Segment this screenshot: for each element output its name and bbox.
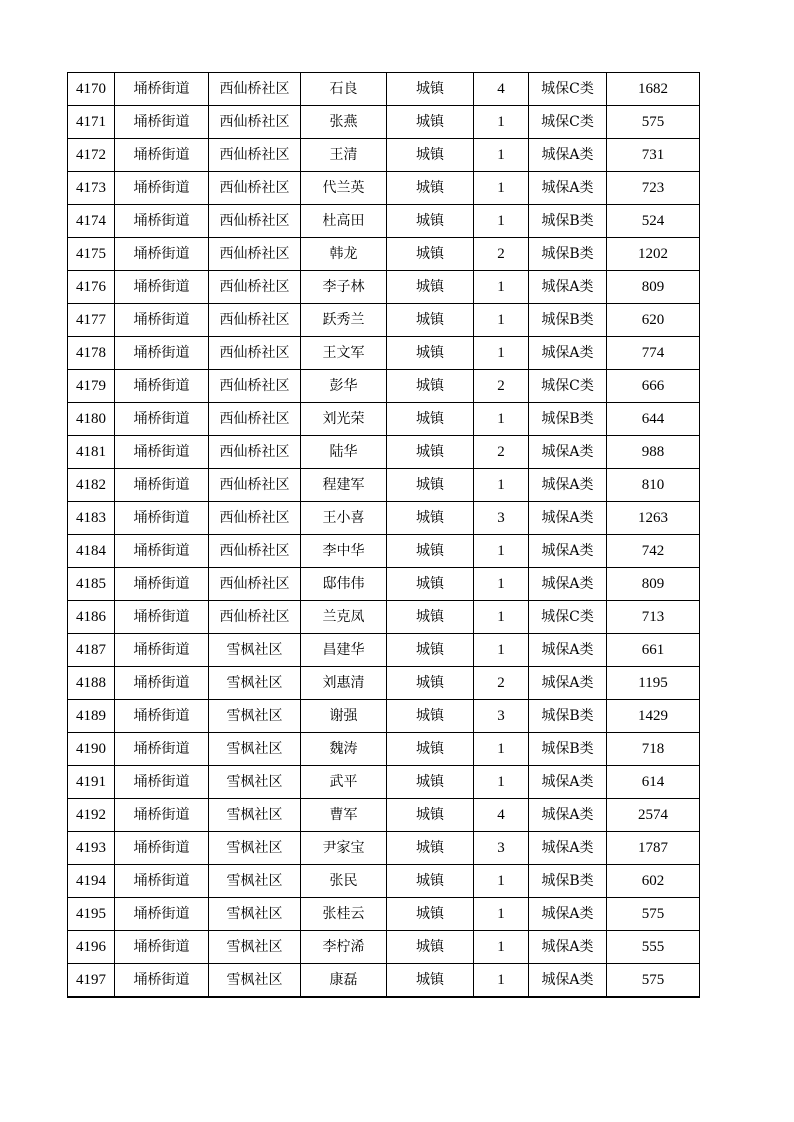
table-row [68, 700, 700, 733]
household-count-cell: 1 [474, 931, 529, 964]
row-number-cell: 4182 [68, 469, 115, 502]
household-count-cell: 1 [474, 766, 529, 799]
name-cell: 彭华 [301, 370, 387, 403]
name-cell: 张桂云 [301, 898, 387, 931]
row-number-cell: 4188 [68, 667, 115, 700]
name-cell: 杜高田 [301, 205, 387, 238]
area-type-cell: 城镇 [387, 766, 474, 799]
household-count-cell: 2 [474, 238, 529, 271]
area-type-cell: 城镇 [387, 733, 474, 766]
community-cell: 西仙桥社区 [209, 238, 301, 271]
name-cell: 王清 [301, 139, 387, 172]
amount-cell: 620 [607, 304, 700, 337]
row-number-cell: 4175 [68, 238, 115, 271]
row-number-cell: 4190 [68, 733, 115, 766]
amount-cell: 614 [607, 766, 700, 799]
category-cell: 城保B类 [529, 700, 607, 733]
name-cell: 昌建华 [301, 634, 387, 667]
data-table [67, 72, 700, 998]
area-type-cell: 城镇 [387, 700, 474, 733]
street-cell: 埇桥街道 [115, 73, 209, 106]
amount-cell: 575 [607, 106, 700, 139]
table-row [68, 667, 700, 700]
street-cell: 埇桥街道 [115, 964, 209, 998]
community-cell: 雪枫社区 [209, 634, 301, 667]
household-count-cell: 1 [474, 304, 529, 337]
row-number-cell: 4170 [68, 73, 115, 106]
area-type-cell: 城镇 [387, 601, 474, 634]
amount-cell: 555 [607, 931, 700, 964]
name-cell: 谢强 [301, 700, 387, 733]
street-cell: 埇桥街道 [115, 139, 209, 172]
row-number-cell: 4172 [68, 139, 115, 172]
table-body [68, 73, 700, 998]
category-cell: 城保A类 [529, 568, 607, 601]
category-cell: 城保A类 [529, 436, 607, 469]
community-cell: 西仙桥社区 [209, 139, 301, 172]
street-cell: 埇桥街道 [115, 502, 209, 535]
household-count-cell: 1 [474, 964, 529, 998]
row-number-cell: 4186 [68, 601, 115, 634]
row-number-cell: 4195 [68, 898, 115, 931]
amount-cell: 602 [607, 865, 700, 898]
household-count-cell: 3 [474, 700, 529, 733]
name-cell: 李子林 [301, 271, 387, 304]
row-number-cell: 4181 [68, 436, 115, 469]
community-cell: 雪枫社区 [209, 667, 301, 700]
amount-cell: 1195 [607, 667, 700, 700]
area-type-cell: 城镇 [387, 403, 474, 436]
amount-cell: 575 [607, 898, 700, 931]
amount-cell: 524 [607, 205, 700, 238]
street-cell: 埇桥街道 [115, 304, 209, 337]
table-row [68, 535, 700, 568]
street-cell: 埇桥街道 [115, 898, 209, 931]
amount-cell: 1429 [607, 700, 700, 733]
row-number-cell: 4189 [68, 700, 115, 733]
household-count-cell: 1 [474, 601, 529, 634]
area-type-cell: 城镇 [387, 865, 474, 898]
area-type-cell: 城镇 [387, 337, 474, 370]
table-row [68, 172, 700, 205]
household-count-cell: 1 [474, 403, 529, 436]
name-cell: 跃秀兰 [301, 304, 387, 337]
category-cell: 城保C类 [529, 601, 607, 634]
table-row [68, 469, 700, 502]
community-cell: 西仙桥社区 [209, 370, 301, 403]
name-cell: 尹家宝 [301, 832, 387, 865]
table-row [68, 73, 700, 106]
table-row [68, 799, 700, 832]
row-number-cell: 4196 [68, 931, 115, 964]
name-cell: 武平 [301, 766, 387, 799]
community-cell: 雪枫社区 [209, 964, 301, 998]
amount-cell: 1263 [607, 502, 700, 535]
community-cell: 西仙桥社区 [209, 601, 301, 634]
table-row [68, 931, 700, 964]
category-cell: 城保A类 [529, 898, 607, 931]
name-cell: 邸伟伟 [301, 568, 387, 601]
community-cell: 雪枫社区 [209, 733, 301, 766]
category-cell: 城保A类 [529, 502, 607, 535]
amount-cell: 809 [607, 271, 700, 304]
household-count-cell: 1 [474, 106, 529, 139]
street-cell: 埇桥街道 [115, 601, 209, 634]
table-row [68, 304, 700, 337]
row-number-cell: 4187 [68, 634, 115, 667]
household-count-cell: 1 [474, 898, 529, 931]
household-count-cell: 1 [474, 271, 529, 304]
row-number-cell: 4178 [68, 337, 115, 370]
category-cell: 城保C类 [529, 106, 607, 139]
street-cell: 埇桥街道 [115, 337, 209, 370]
category-cell: 城保A类 [529, 535, 607, 568]
amount-cell: 718 [607, 733, 700, 766]
street-cell: 埇桥街道 [115, 832, 209, 865]
household-count-cell: 4 [474, 799, 529, 832]
category-cell: 城保B类 [529, 403, 607, 436]
street-cell: 埇桥街道 [115, 403, 209, 436]
area-type-cell: 城镇 [387, 964, 474, 998]
street-cell: 埇桥街道 [115, 535, 209, 568]
household-count-cell: 1 [474, 634, 529, 667]
household-count-cell: 2 [474, 370, 529, 403]
street-cell: 埇桥街道 [115, 436, 209, 469]
table-row [68, 766, 700, 799]
amount-cell: 644 [607, 403, 700, 436]
street-cell: 埇桥街道 [115, 469, 209, 502]
category-cell: 城保A类 [529, 931, 607, 964]
street-cell: 埇桥街道 [115, 106, 209, 139]
category-cell: 城保A类 [529, 469, 607, 502]
area-type-cell: 城镇 [387, 238, 474, 271]
category-cell: 城保A类 [529, 799, 607, 832]
category-cell: 城保B类 [529, 304, 607, 337]
household-count-cell: 3 [474, 502, 529, 535]
area-type-cell: 城镇 [387, 304, 474, 337]
row-number-cell: 4179 [68, 370, 115, 403]
row-number-cell: 4194 [68, 865, 115, 898]
name-cell: 王文军 [301, 337, 387, 370]
table-row [68, 964, 700, 998]
category-cell: 城保B类 [529, 865, 607, 898]
community-cell: 雪枫社区 [209, 865, 301, 898]
name-cell: 康磊 [301, 964, 387, 998]
table-row [68, 205, 700, 238]
row-number-cell: 4183 [68, 502, 115, 535]
area-type-cell: 城镇 [387, 799, 474, 832]
row-number-cell: 4192 [68, 799, 115, 832]
community-cell: 西仙桥社区 [209, 172, 301, 205]
category-cell: 城保A类 [529, 172, 607, 205]
household-count-cell: 1 [474, 139, 529, 172]
household-count-cell: 1 [474, 535, 529, 568]
name-cell: 石良 [301, 73, 387, 106]
name-cell: 陆华 [301, 436, 387, 469]
row-number-cell: 4174 [68, 205, 115, 238]
street-cell: 埇桥街道 [115, 238, 209, 271]
table-row [68, 139, 700, 172]
name-cell: 张燕 [301, 106, 387, 139]
area-type-cell: 城镇 [387, 931, 474, 964]
row-number-cell: 4177 [68, 304, 115, 337]
area-type-cell: 城镇 [387, 73, 474, 106]
household-count-cell: 4 [474, 73, 529, 106]
street-cell: 埇桥街道 [115, 931, 209, 964]
table-row [68, 832, 700, 865]
amount-cell: 810 [607, 469, 700, 502]
area-type-cell: 城镇 [387, 271, 474, 304]
table-row [68, 370, 700, 403]
category-cell: 城保C类 [529, 73, 607, 106]
street-cell: 埇桥街道 [115, 865, 209, 898]
row-number-cell: 4184 [68, 535, 115, 568]
table-row [68, 106, 700, 139]
community-cell: 西仙桥社区 [209, 469, 301, 502]
community-cell: 雪枫社区 [209, 799, 301, 832]
row-number-cell: 4173 [68, 172, 115, 205]
amount-cell: 723 [607, 172, 700, 205]
street-cell: 埇桥街道 [115, 172, 209, 205]
name-cell: 刘惠清 [301, 667, 387, 700]
community-cell: 雪枫社区 [209, 766, 301, 799]
area-type-cell: 城镇 [387, 535, 474, 568]
name-cell: 刘光荣 [301, 403, 387, 436]
street-cell: 埇桥街道 [115, 766, 209, 799]
category-cell: 城保A类 [529, 832, 607, 865]
name-cell: 曹军 [301, 799, 387, 832]
row-number-cell: 4176 [68, 271, 115, 304]
name-cell: 韩龙 [301, 238, 387, 271]
table-row [68, 865, 700, 898]
amount-cell: 1202 [607, 238, 700, 271]
table-row [68, 271, 700, 304]
area-type-cell: 城镇 [387, 832, 474, 865]
street-cell: 埇桥街道 [115, 568, 209, 601]
street-cell: 埇桥街道 [115, 700, 209, 733]
household-count-cell: 2 [474, 436, 529, 469]
community-cell: 西仙桥社区 [209, 337, 301, 370]
name-cell: 魏涛 [301, 733, 387, 766]
community-cell: 雪枫社区 [209, 832, 301, 865]
amount-cell: 575 [607, 964, 700, 998]
name-cell: 李中华 [301, 535, 387, 568]
street-cell: 埇桥街道 [115, 667, 209, 700]
area-type-cell: 城镇 [387, 139, 474, 172]
community-cell: 雪枫社区 [209, 931, 301, 964]
category-cell: 城保A类 [529, 139, 607, 172]
area-type-cell: 城镇 [387, 370, 474, 403]
row-number-cell: 4185 [68, 568, 115, 601]
community-cell: 西仙桥社区 [209, 436, 301, 469]
street-cell: 埇桥街道 [115, 370, 209, 403]
area-type-cell: 城镇 [387, 205, 474, 238]
table-row [68, 634, 700, 667]
household-count-cell: 1 [474, 205, 529, 238]
area-type-cell: 城镇 [387, 502, 474, 535]
table-row [68, 898, 700, 931]
community-cell: 西仙桥社区 [209, 271, 301, 304]
row-number-cell: 4193 [68, 832, 115, 865]
table-row [68, 403, 700, 436]
amount-cell: 1787 [607, 832, 700, 865]
community-cell: 西仙桥社区 [209, 205, 301, 238]
category-cell: 城保A类 [529, 337, 607, 370]
amount-cell: 731 [607, 139, 700, 172]
name-cell: 张民 [301, 865, 387, 898]
community-cell: 雪枫社区 [209, 700, 301, 733]
category-cell: 城保B类 [529, 238, 607, 271]
name-cell: 代兰英 [301, 172, 387, 205]
category-cell: 城保B类 [529, 205, 607, 238]
street-cell: 埇桥街道 [115, 271, 209, 304]
amount-cell: 666 [607, 370, 700, 403]
row-number-cell: 4197 [68, 964, 115, 998]
household-count-cell: 1 [474, 172, 529, 205]
amount-cell: 661 [607, 634, 700, 667]
name-cell: 李柠浠 [301, 931, 387, 964]
category-cell: 城保A类 [529, 766, 607, 799]
name-cell: 程建军 [301, 469, 387, 502]
amount-cell: 988 [607, 436, 700, 469]
table-row [68, 568, 700, 601]
category-cell: 城保A类 [529, 964, 607, 998]
row-number-cell: 4180 [68, 403, 115, 436]
amount-cell: 774 [607, 337, 700, 370]
household-count-cell: 1 [474, 568, 529, 601]
area-type-cell: 城镇 [387, 172, 474, 205]
community-cell: 西仙桥社区 [209, 403, 301, 436]
street-cell: 埇桥街道 [115, 205, 209, 238]
category-cell: 城保A类 [529, 634, 607, 667]
community-cell: 雪枫社区 [209, 898, 301, 931]
amount-cell: 1682 [607, 73, 700, 106]
area-type-cell: 城镇 [387, 568, 474, 601]
street-cell: 埇桥街道 [115, 733, 209, 766]
table-row [68, 337, 700, 370]
community-cell: 西仙桥社区 [209, 502, 301, 535]
street-cell: 埇桥街道 [115, 634, 209, 667]
category-cell: 城保A类 [529, 667, 607, 700]
area-type-cell: 城镇 [387, 634, 474, 667]
category-cell: 城保B类 [529, 733, 607, 766]
table-row [68, 601, 700, 634]
street-cell: 埇桥街道 [115, 799, 209, 832]
area-type-cell: 城镇 [387, 898, 474, 931]
table-row [68, 436, 700, 469]
household-count-cell: 2 [474, 667, 529, 700]
amount-cell: 742 [607, 535, 700, 568]
household-count-cell: 1 [474, 733, 529, 766]
household-count-cell: 1 [474, 865, 529, 898]
category-cell: 城保C类 [529, 370, 607, 403]
community-cell: 西仙桥社区 [209, 568, 301, 601]
community-cell: 西仙桥社区 [209, 73, 301, 106]
community-cell: 西仙桥社区 [209, 535, 301, 568]
amount-cell: 809 [607, 568, 700, 601]
household-count-cell: 3 [474, 832, 529, 865]
name-cell: 兰克凤 [301, 601, 387, 634]
table-row [68, 238, 700, 271]
row-number-cell: 4191 [68, 766, 115, 799]
household-count-cell: 1 [474, 337, 529, 370]
table-row [68, 733, 700, 766]
row-number-cell: 4171 [68, 106, 115, 139]
area-type-cell: 城镇 [387, 667, 474, 700]
name-cell: 王小喜 [301, 502, 387, 535]
area-type-cell: 城镇 [387, 436, 474, 469]
community-cell: 西仙桥社区 [209, 304, 301, 337]
area-type-cell: 城镇 [387, 106, 474, 139]
amount-cell: 2574 [607, 799, 700, 832]
area-type-cell: 城镇 [387, 469, 474, 502]
amount-cell: 713 [607, 601, 700, 634]
community-cell: 西仙桥社区 [209, 106, 301, 139]
table-row [68, 502, 700, 535]
household-count-cell: 1 [474, 469, 529, 502]
category-cell: 城保A类 [529, 271, 607, 304]
